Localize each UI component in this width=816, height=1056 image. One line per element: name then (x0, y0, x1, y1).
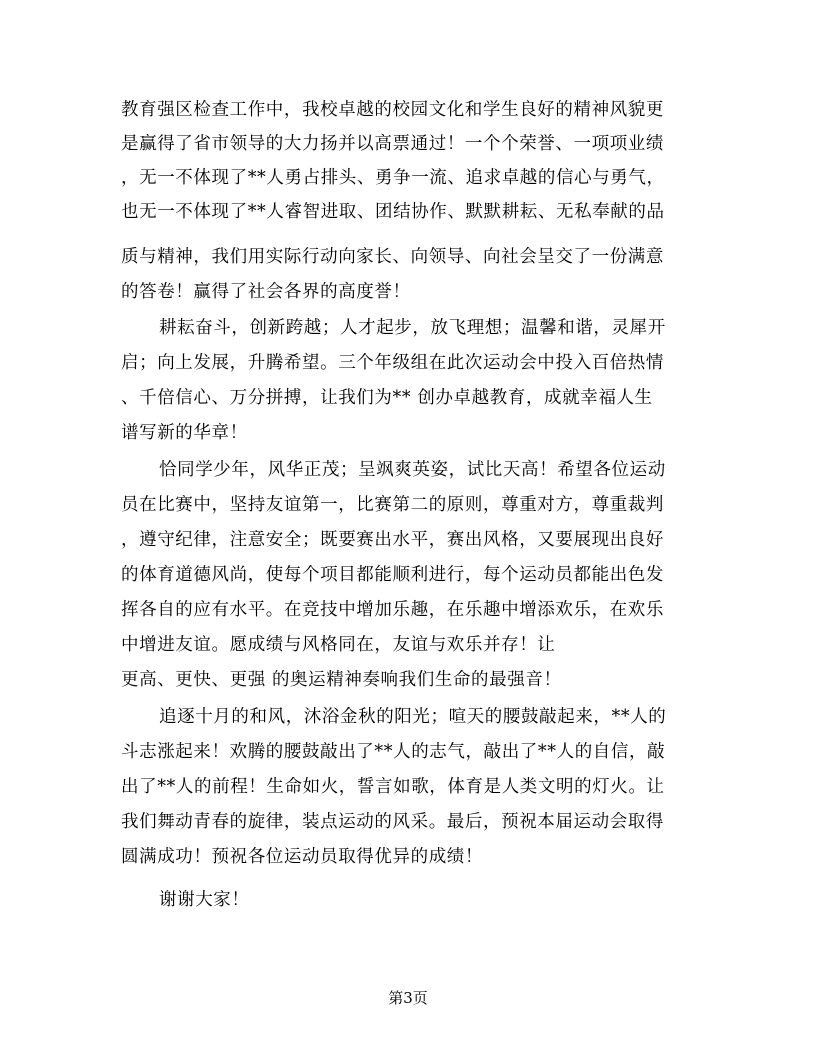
text-line: 我们舞动青春的旋律，装点运动的风采。最后，预祝本届运动会取得 (121, 812, 664, 832)
text-line: 、千倍信心、万分拼搏，让我们为** 创办卓越教育，成就幸福人生 (121, 388, 653, 408)
text-line: 教育强区检查工作中，我校卓越的校园文化和学生良好的精神风貌更 (121, 100, 664, 120)
text-line: 斗志涨起来！欢腾的腰鼓敲出了**人的志气，敲出了**人的自信，敲 (121, 742, 666, 762)
text-line: 启；向上发展，升腾希望。三个年级组在此次运动会中投入百倍热情 (121, 353, 664, 373)
text-line: 圆满成功！预祝各位运动员取得优异的成绩！ (121, 847, 483, 867)
text-line: 的体育道德风尚，使每个项目都能顺利进行，每个运动员都能出色发 (121, 565, 664, 585)
text-line: 出了**人的前程！生命如火，誓言如歌，体育是人类文明的灯火。让 (121, 777, 665, 797)
text-line: 员在比赛中，坚持友谊第一，比赛第二的原则，尊重对方，尊重裁判 (121, 495, 664, 515)
text-line: 谢谢大家！ (159, 890, 250, 910)
text-line: 谱写新的华章！ (121, 423, 248, 443)
text-line: 耕耘奋斗，创新跨越；人才起步，放飞理想；温馨和谐，灵犀开 (159, 318, 666, 338)
text-line: ，无一不体现了**人勇占排头、勇争一流、追求卓越的信心与勇气， (121, 168, 665, 188)
text-line: 是赢得了省市领导的大力扬并以高票通过！一个个荣誉、一项项业绩 (121, 134, 664, 154)
text-line: 中增进友谊。愿成绩与风格同在，友谊与欢乐并存！让 (121, 635, 556, 655)
text-line: 挥各自的应有水平。在竞技中增加乐趣，在乐趣中增添欢乐，在欢乐 (121, 600, 664, 620)
text-line: 的答卷！赢得了社会各界的高度誉！ (121, 282, 411, 302)
page-number: 第3页 (388, 989, 428, 1007)
text-line: 也无一不体现了**人睿智进取、团结协作、默默耕耘、无私奉献的品 (121, 202, 665, 222)
text-line: ，遵守纪律，注意安全；既要赛出水平，赛出风格，又要展现出良好 (121, 530, 664, 550)
text-line: 更高、更快、更强 的奥运精神奏响我们生命的最强音！ (121, 670, 562, 690)
text-line: 质与精神，我们用实际行动向家长、向领导、向社会呈交了一份满意 (121, 247, 664, 267)
text-line: 恰同学少年，风华正茂；呈飒爽英姿，试比天高！希望各位运动 (159, 460, 666, 480)
text-line: 追逐十月的和风，沐浴金秋的阳光；喧天的腰鼓敲起来，**人的 (159, 707, 667, 727)
